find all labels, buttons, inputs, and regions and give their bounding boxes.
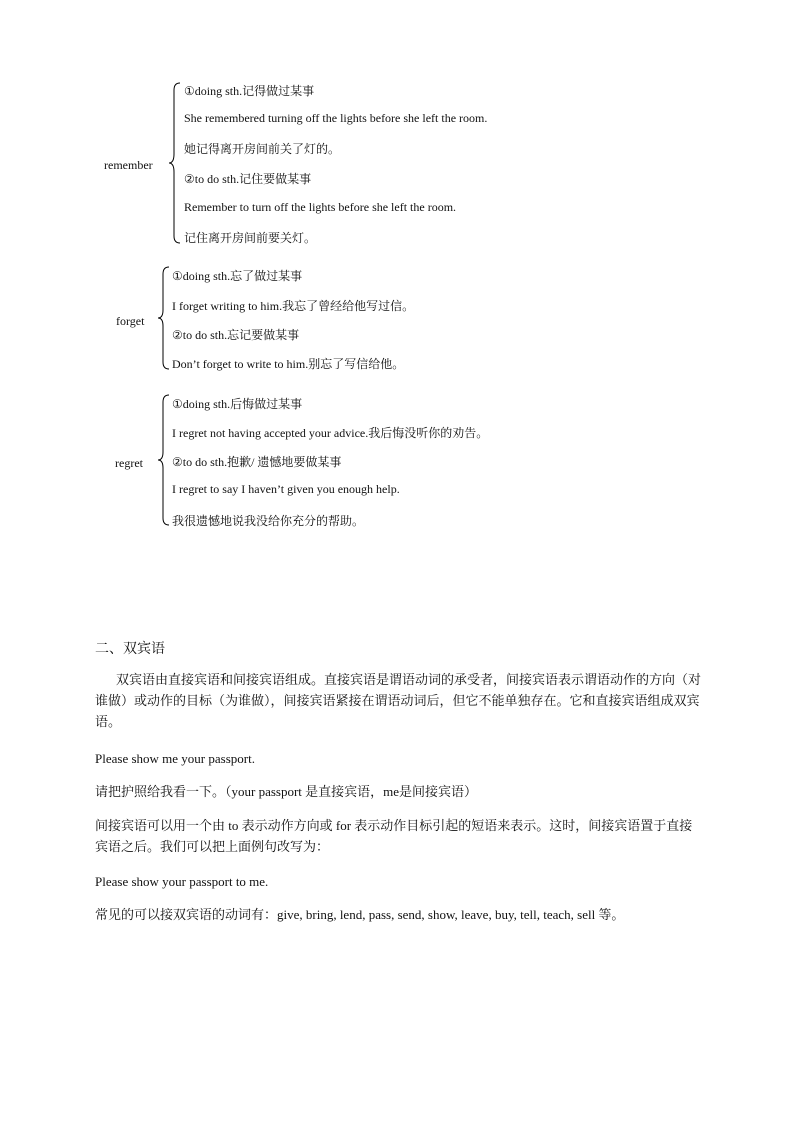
- example-sentence-2: Please show your passport to me.: [95, 874, 269, 889]
- brace-regret: [157, 394, 171, 526]
- regret-line-2: I regret not having accepted your advice.我后悔没听你的劝告。: [172, 426, 489, 440]
- remember-line-5: Remember to turn off the lights before she left the room.: [184, 200, 457, 214]
- section-paragraph-rewrite: 间接宾语可以用一个由 to 表示动作方向或 for 表示动作目标引起的短语来表示。这时，间接宾语置于直接宾语之后。我们可以把上面例句改写为：: [95, 818, 693, 854]
- brace-forget: [157, 266, 171, 370]
- forget-line-4: Don’t forget to write to him.别忘了写信给他。: [172, 357, 405, 371]
- regret-line-3: ②to do sth.抱歉/ 遗憾地要做某事: [172, 455, 342, 469]
- verb-list-paragraph: 常见的可以接双宾语的动词有：give, bring, lend, pass, send, show, leave, buy, tell, teach, sell 等。: [95, 907, 625, 922]
- example-sentence-1: Please show me your passport.: [95, 751, 255, 766]
- regret-line-1: ①doing sth.后悔做过某事: [172, 397, 303, 411]
- forget-line-1: ①doing sth.忘了做过某事: [172, 269, 303, 283]
- remember-line-3: 她记得离开房间前关了灯的。: [184, 142, 341, 156]
- verb-forget: forget: [116, 314, 145, 328]
- remember-line-1: ①doing sth.记得做过某事: [184, 84, 315, 98]
- remember-line-4: ②to do sth.记住要做某事: [184, 172, 312, 186]
- verb-regret: regret: [115, 456, 143, 470]
- brace-remember: [168, 82, 182, 244]
- example-translation: 请把护照给我看一下。（your passport 是直接宾语，me是间接宾语）: [95, 784, 478, 799]
- remember-line-2: She remembered turning off the lights before she left the room.: [184, 111, 488, 125]
- section-paragraph-intro: 双宾语由直接宾语和间接宾语组成。直接宾语是谓语动词的承受者，间接宾语表示谓语动作的方向（对谁做）或动作的目标（为谁做），间接宾语紧接在谓语动词后，但它不能单独存在。它和直接宾语组成双宾语。: [95, 672, 702, 729]
- forget-line-3: ②to do sth.忘记要做某事: [172, 328, 300, 342]
- verb-remember: remember: [104, 158, 153, 172]
- forget-line-2: I forget writing to him.我忘了曾经给他写过信。: [172, 299, 415, 313]
- remember-line-6: 记住离开房间前要关灯。: [184, 231, 317, 245]
- section-heading: 二、双宾语: [95, 642, 165, 657]
- regret-line-4: I regret to say I haven’t given you enough help.: [172, 482, 400, 496]
- regret-line-5: 我很遗憾地说我没给你充分的帮助。: [172, 514, 365, 528]
